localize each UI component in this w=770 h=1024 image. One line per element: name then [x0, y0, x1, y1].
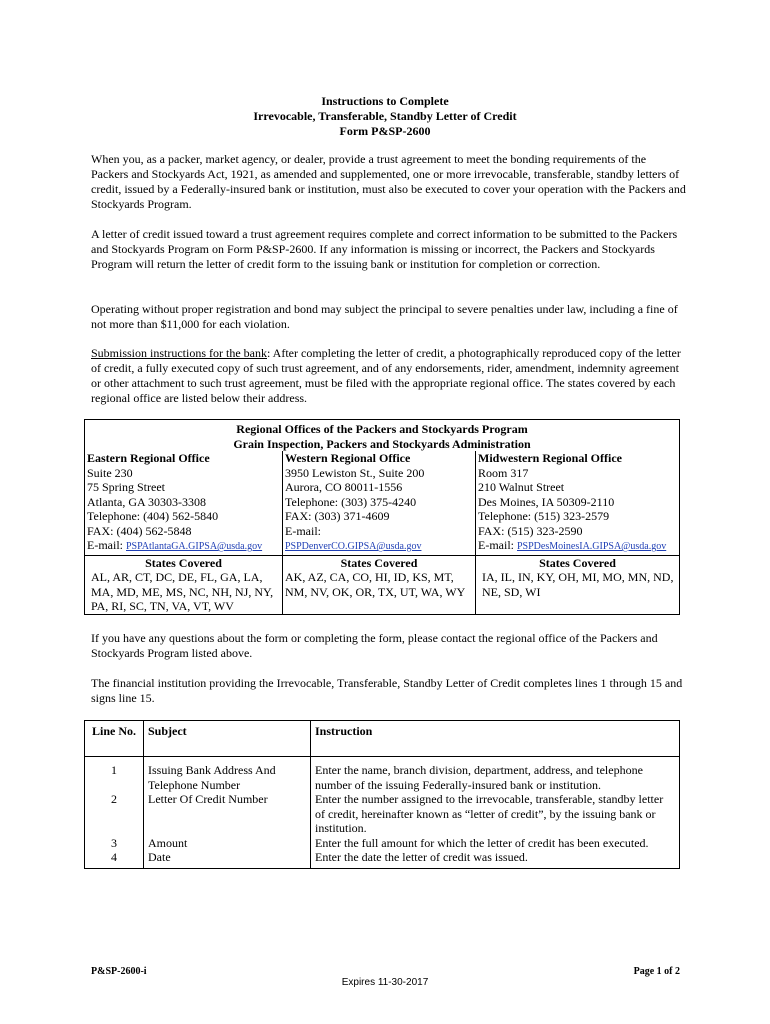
footer-form-id: P&SP-2600-i [91, 966, 147, 977]
western-fax: FAX: (303) 371-4609 [285, 509, 390, 523]
title-form-number: Form P&SP-2600 [339, 124, 431, 138]
table-row [85, 836, 680, 851]
questions-paragraph: If you have any questions about the form or completing the form, please contact the regional office of the Packers and Stockyards Program listed above. [91, 631, 658, 660]
regional-offices-table [84, 419, 680, 615]
eastern-telephone: Telephone: (404) 562-5840 [87, 509, 219, 523]
row-4-line: 4 [85, 850, 144, 868]
header-subject: Subject [144, 721, 311, 757]
midwestern-office [476, 451, 680, 555]
eastern-states-heading: States Covered [85, 555, 283, 570]
western-office-name: Western Regional Office [285, 451, 411, 465]
submission-label: Submission instructions for the bank [91, 346, 267, 360]
table-row [85, 792, 680, 836]
eastern-address-1: Suite 230 [87, 465, 133, 480]
eastern-address-2: 75 Spring Street [87, 480, 165, 494]
row-4-instruction: Enter the date the letter of credit was issued. [311, 850, 680, 868]
title-line-1: Instructions to Complete [321, 94, 449, 108]
intro-paragraph: When you, as a packer, market agency, or dealer, provide a trust agreement to meet the bonding requirements of the Packers and Stockyards Act, 1921, as amended and supplemented, one or more irrevocable, transferable, standby letters of credit, issued by a Federally-insured bank or institution, must also be executed to cover your operation with the Packers and Stockyards Program. [91, 152, 686, 211]
row-3-line: 3 [85, 836, 144, 851]
midwestern-email-link[interactable]: PSPDesMoinesIA.GIPSA@usda.gov [517, 541, 667, 552]
midwestern-office-name: Midwestern Regional Office [478, 451, 622, 465]
eastern-fax: FAX: (404) 562-5848 [87, 523, 192, 538]
western-email-row [285, 538, 473, 555]
offices-heading-line-1: Regional Offices of the Packers and Stockyards Program [236, 422, 528, 436]
letter-info-paragraph: A letter of credit issued toward a trust agreement requires complete and correct information to be submitted to the Packers and Stockyards Program on Form P&SP-2600. If any information is missing or incorrect, the Packers and Stockyards Program will return the letter of credit form to the issuing bank or institution for completion or correction. [91, 227, 678, 271]
midwestern-fax: FAX: (515) 323-2590 [478, 523, 583, 538]
submission-text: : After completing the letter of credit, a photographically reproduced copy of the letter of credit, a fully executed copy of such trust agreement, and of any endorsements, rider, amendment, indemnity agreement or other attachment to such trust agreement, must be filed with the appropriate regional office. The states covered by each regional office are listed below their address. [91, 346, 681, 405]
footer-page-number: Page 1 of 2 [633, 966, 680, 977]
eastern-email-link[interactable]: PSPAtlantaGA.GIPSA@usda.gov [126, 541, 263, 552]
western-states-heading: States Covered [283, 555, 476, 570]
western-states: AK, AZ, CA, CO, HI, ID, KS, MT, NM, NV, OK, OR, TX, UT, WA, WY [283, 570, 476, 614]
midwestern-states-heading: States Covered [476, 555, 680, 570]
table-row [85, 763, 680, 792]
line-instructions-table [84, 720, 680, 869]
eastern-office-name: Eastern Regional Office [87, 451, 210, 465]
eastern-email-row [87, 538, 280, 555]
row-1-instruction: Enter the name, branch division, department, address, and telephone number of the issuing Federally-insured bank or institution. [311, 763, 680, 792]
western-telephone: Telephone: (303) 375-4240 [285, 494, 417, 509]
western-city: Aurora, CO 80011-1556 [285, 480, 403, 494]
row-4-subject: Date [144, 850, 311, 868]
offices-heading-line-2: Grain Inspection, Packers and Stockyards Administration [233, 436, 531, 451]
footer-expiration: Expires 11-30-2017 [341, 977, 429, 988]
row-1-subject: Issuing Bank Address And Telephone Number [144, 763, 311, 792]
row-2-line: 2 [85, 792, 144, 836]
midwestern-city: Des Moines, IA 50309-2110 [478, 494, 615, 509]
midwestern-email-row [478, 538, 677, 555]
row-2-subject: Letter Of Credit Number [144, 792, 311, 836]
eastern-email-label: E-mail: [87, 538, 123, 552]
submission-paragraph [91, 346, 686, 406]
financial-paragraph: The financial institution providing the Irrevocable, Transferable, Standby Letter of Credit completes lines 1 through 15 and signs line 15. [91, 676, 683, 705]
header-instruction: Instruction [311, 721, 680, 757]
midwestern-states: IA, IL, IN, KY, OH, MI, MO, MN, ND, NE, SD, WI [476, 570, 680, 614]
western-email-label: E-mail: [285, 523, 321, 538]
eastern-city: Atlanta, GA 30303-3308 [87, 494, 206, 509]
western-email-link[interactable]: PSPDenverCO.GIPSA@usda.gov [285, 541, 422, 552]
table-header-row [85, 721, 680, 757]
table-row [85, 850, 680, 868]
midwestern-telephone: Telephone: (515) 323-2579 [478, 509, 610, 523]
midwestern-address-2: 210 Walnut Street [478, 480, 565, 494]
midwestern-address-1: Room 317 [478, 465, 529, 480]
title-line-2: Irrevocable, Transferable, Standby Letter of Credit [253, 109, 517, 123]
header-line-no: Line No. [85, 721, 144, 757]
row-3-instruction: Enter the full amount for which the letter of credit has been executed. [311, 836, 680, 851]
western-office [283, 451, 476, 555]
row-3-subject: Amount [144, 836, 311, 851]
eastern-states: AL, AR, CT, DC, DE, FL, GA, LA, MA, MD, ME, MS, NC, NH, NJ, NY, PA, RI, SC, TN, VA, VT, WV [85, 570, 283, 614]
penalty-paragraph: Operating without proper registration and bond may subject the principal to severe penalties under law, including a fine of not more than $11,000 for each violation. [91, 302, 678, 331]
midwestern-email-label: E-mail: [478, 538, 514, 552]
row-2-instruction: Enter the number assigned to the irrevocable, transferable, standby letter of credit, hereinafter known as “letter of credit”, by the issuing bank or institution. [311, 792, 680, 836]
western-address-1: 3950 Lewiston St., Suite 200 [285, 465, 425, 480]
eastern-office [85, 451, 283, 555]
offices-heading [85, 420, 680, 452]
row-1-line: 1 [85, 763, 144, 792]
